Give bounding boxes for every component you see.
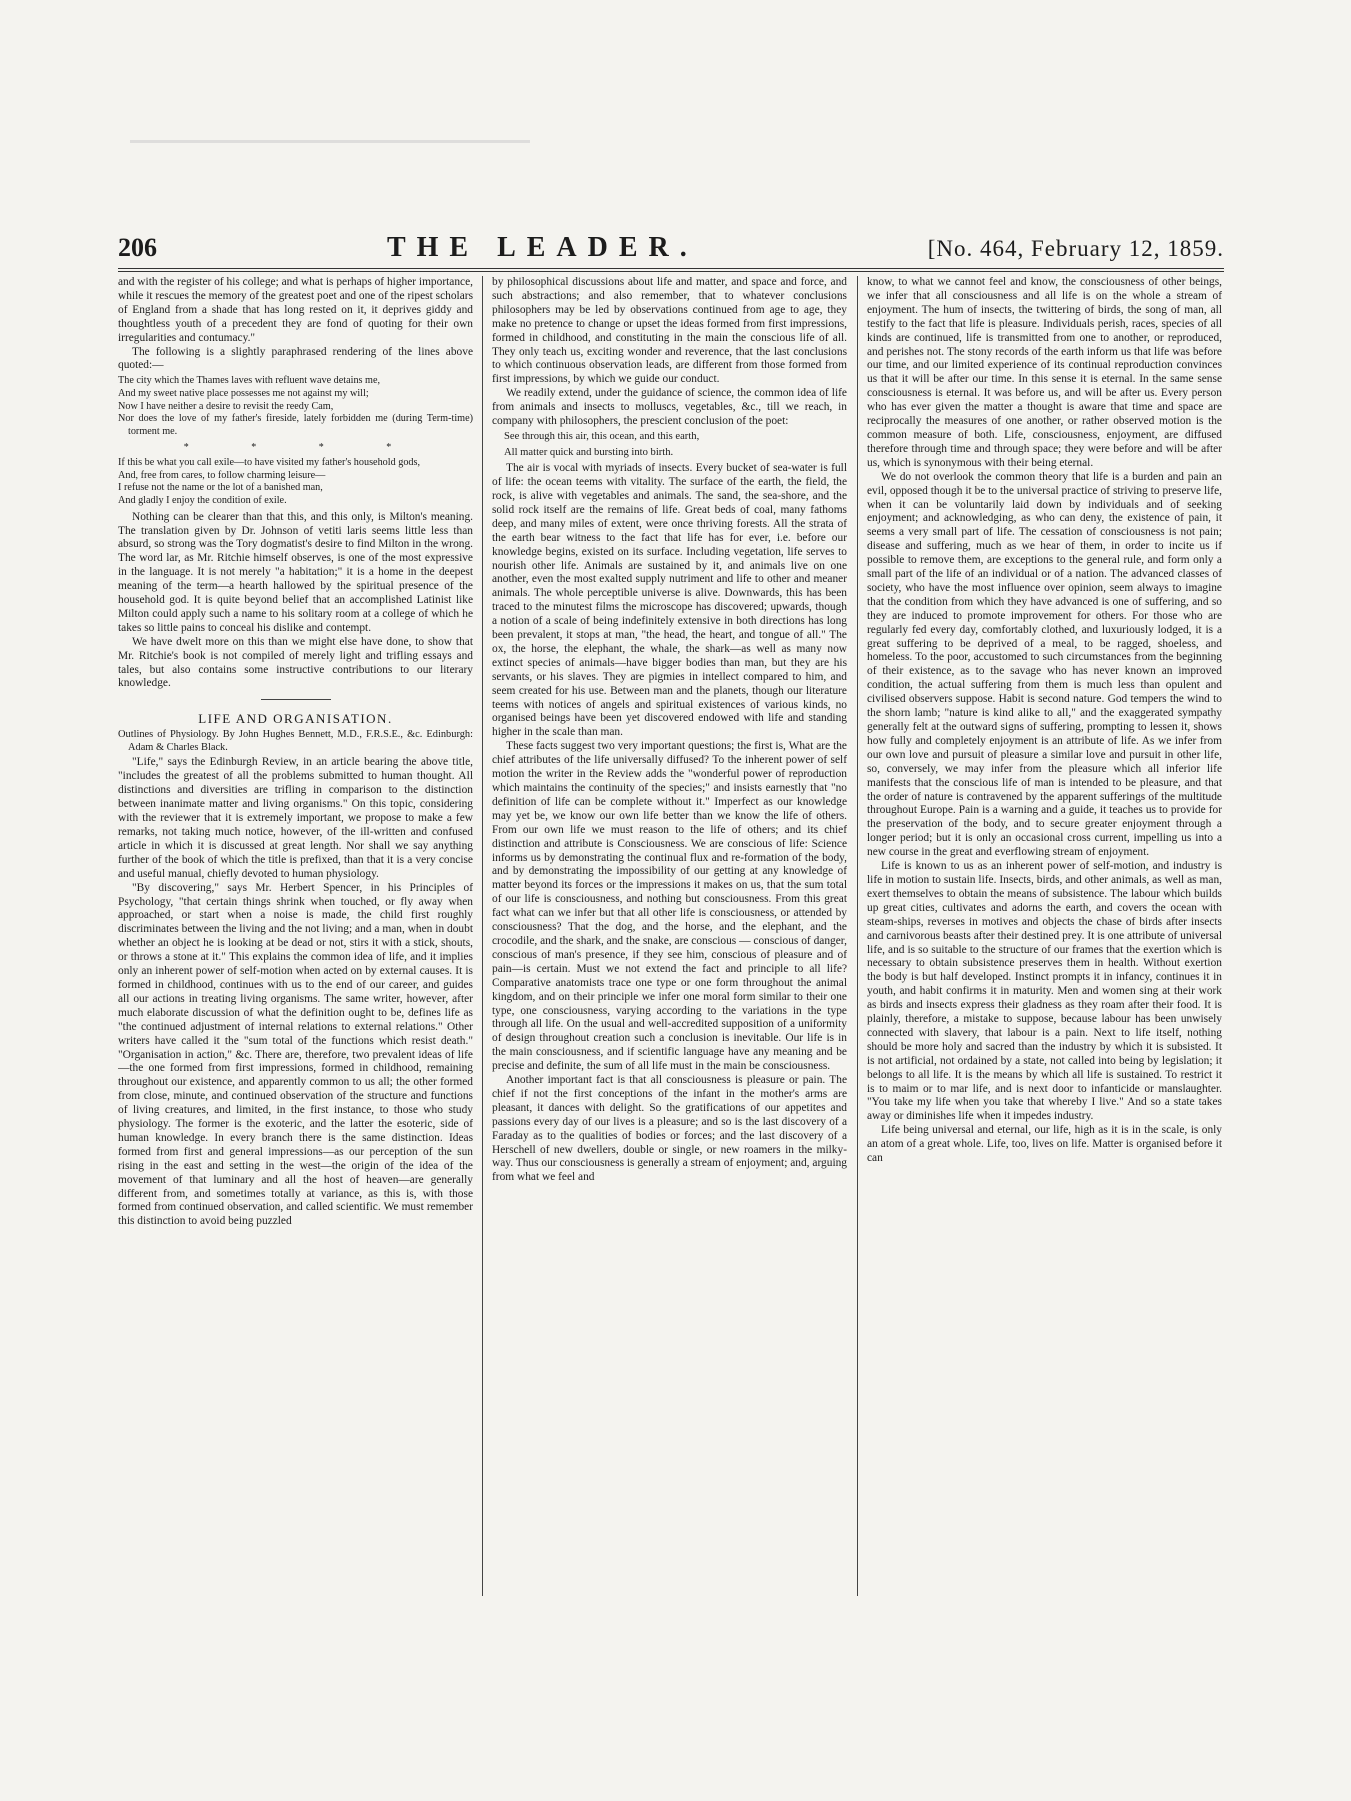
verse-line: Now I have neither a desire to revisit the reedy Cam, xyxy=(118,400,334,412)
page-number: 206 xyxy=(118,233,157,262)
verse-line: Nor does the love of my father's fireside, lately forbidden me (during Term-time) torment me. xyxy=(118,413,473,437)
column-divider xyxy=(482,276,483,1596)
paragraph: Life being universal and eternal, our life, high as it is in the scale, is only an atom of a great whole. Life, too, lives on life. Matter is organised before it can xyxy=(867,1124,1222,1165)
masthead-rule xyxy=(130,140,530,143)
verse-block xyxy=(118,457,473,507)
header-rule-double xyxy=(118,271,1224,272)
paragraph: "By discovering," says Mr. Herbert Spencer, in his Principles of Psychology, "that certain things shrink when touched, or fly away when approached, or start when a noise is made, the child first roughly discriminates between the living and the not living; and a man, when in doubt whether an object he is looking at be dead or not, stirs it with a stick, shouts, or throws a stone at it." This explains the common idea of life, and it implies only an inherent power of self-motion when acted on by external causes. It is formed in childhood, continues with us to the end of our career, and guides all our actions in treating living organisms. The same writer, however, after much elaborate discussion of what the definition ought to be, defines life as "the continued adjustment of internal relations to external relations." Other writers have called it the "sum total of the functions which resist death." "Organisation in action," &c. There are, therefore, two prevalent ideas of life—the one formed from first impressions, formed in childhood, remaining throughout our existence, and apparently common to us all; the other formed from close, minute, and continued observation of the structure and functions of living creatures, and limited, in the first instance, to those who study physiology. The former is the exoteric, and the latter the esoteric, side of human knowledge. In every branch there is the same distinction. Ideas formed from first and general impressions—as our perception of the sun rising in the east and setting in the west—the origin of the idea of the movement of that luminary and all the host of heaven—are generally different from, and sometimes totally at variance, as this is, with those formed from continued observation, and called scientific. We must remember this distinction to avoid being puzzled xyxy=(118,881,473,1228)
verse-line: All matter quick and bursting into birth. xyxy=(504,446,674,458)
verse-line: The city which the Thames laves with refluent wave detains me, xyxy=(118,375,381,387)
book-citation: Outlines of Physiology. By John Hughes Bennett, M.D., F.R.S.E., &c. Edinburgh: Adam & Charles Black. xyxy=(118,729,473,753)
paragraph: Another important fact is that all consciousness is pleasure or pain. The chief if not the first conceptions of the infant in the mother's arms are pleasant, it dances with delight. So the gratifications of our appetites and passions every day of our lives is a pleasure; and so is the last discovery of a Faraday as to the qualities of bodies or forces; and the last discovery of a Herschell of new dwellers, double or single, or new roamers in the milky-way. Thus our consciousness is generally a stream of enjoyment; and, arguing from what we feel and xyxy=(492,1074,847,1184)
verse-block xyxy=(118,375,473,438)
paragraph: We have dwelt more on this than we might else have done, to show that Mr. Ritchie's book is not compiled of merely light and trifling essays and tales, but also contains some instructive contributions to our literary knowledge. xyxy=(118,635,473,690)
paragraph: and with the register of his college; and what is perhaps of higher importance, while it rescues the memory of the greatest poet and one of the ripest scholars of England from a shade that has long rested on it, it deprives giddy and thoughtless youth of a precedent they are fond of quoting for their own irregularities and contumacy." xyxy=(118,276,473,344)
paragraph: know, to what we cannot feel and know, the consciousness of other beings, we infer that all consciousness and all life is on the whole a stream of enjoyment. The hum of insects, the twittering of birds, the song of man, all testify to the fact that life is pleasure. Individuals perish, races, species of all kinds are continued, life is transmitted from one to another, or reproduced, and perishes not. The stony records of the earth inform us that life was before our time, and our limited experience of its continual reproduction convinces us that it will be after our time. In this sense it is eternal. In the same sense consciousness is eternal. It was before us, and will be after us. Every person who has ever given the matter a thought is aware that time and space are reciprocally the measures of one another, or rather observed motion is the common measure of both. Life, consciousness, enjoyment, are diffused therefore through time and through space; they were before and will be after us, which is synonymous with their being eternal. xyxy=(867,276,1222,469)
paragraph: The air is vocal with myriads of insects. Every bucket of sea-water is full of life: the ocean teems with vitality. The surface of the earth, the field, the rock, is alive with vegetables and animals. The sand, the sea-shore, and the solid rock itself are the remains of life. Great beds of coal, many fathoms deep, and many miles of extent, were once thriving forests. All the strata of the earth bear witness to the fact that life has for ever, i.e. before our knowledge begins, existed on its surface. Including vegetation, life serves to nourish other life. Animals are sustained by it, and animals live on one another, even the most exalted supply nutriment and life to other and meaner animals. The whole perceptible universe is alive. Downwards, this has been traced to the minutest films the microscope has discovered; upwards, though a notion of a scale of being indefinitely extensive in both directions has long been prevalent, it stops at man, "the head, the heart, and tongue of all." The ox, the horse, the elephant, the whale, the shark—as well as many now extinct species of animals—have bigger bodies than man, but they are his servants, or his slaves. They are pigmies in intellect compared to him, and seem created for his use. Between man and the planets, though our literature teems with notices of angels and spiritual existences of various kinds, no organised beings have been yet discovered endowed with life and standing higher in the scale than man. xyxy=(492,462,847,739)
paragraph: Life is known to us as an inherent power of self-motion, and industry is life in motion to sustain life. Insects, birds, and other animals, as well as man, exert themselves to obtain the means of subsistence. The labour which builds up great cities, cultivates and adorns the earth, and covers the ocean with steam-ships, reverses in motives and objects the chase of birds after insects and carnivorous beasts after their destined prey. It is one attribute of universal life, and is so suitable to the structure of our frames that the exertion which is necessary to obtain subsistence preserves them in health. Without exertion the body is but half developed. Instinct prompts it in infancy, continues it in youth, and habit confirms it in maturity. Men and women sing at their work as birds and insects express their gladness as they roam after their food. It is plainly, therefore, a mistake to suppose, because labour has been unwisely connected with slavery, that labour is a pain. Next to life itself, nothing should be more holy and sacred than the industry by which it is subsisted. It is not artificial, not ordained by a state, not called into being by legislation; it belongs to all life. It is the means by which all life is sustained. To restrict it is to maim or to mar life, and is next door to infanticide or manslaughter. "You take my life when you take that whereby I live." And so a state takes away or diminishes life when it impedes industry. xyxy=(867,860,1222,1123)
paragraph: We do not overlook the common theory that life is a burden and pain an evil, opposed though it be to the universal practice of striving to preserve life, when it can be voluntarily laid down by individuals and of seeking enjoyment; and acknowledging, as who can deny, the existence of pain, it seems a very small part of life. The cessation of consciousness is not pain; disease and suffering, much as we hear of them, in order to incite us if possible to remove them, are exceptions to the general rule, and form only a small part of the life of an individual or of a nation. The advanced classes of society, who have the most influence over opinion, seem always to imagine that the condition from which they have advanced is one of suffering, and so they are induced to promote improvement for others. For those who are regularly fed every day, comfortably clothed, and luxuriously lodged, it is a great suffering to be deprived of a meal, to be ragged, shoeless, and homeless. To the poor, accustomed to such circumstances from the beginning of their existence, as to the savage who has never known an improved condition, the actual suffering from them is much less than opulent and civilised observers suppose. Habit is second nature. God tempers the wind to the shorn lamb; "nature is kind alike to all," and the exaggerated sympathy generally felt at the outward signs of suffering, prompting to lessen it, shows how fully and completely enjoyment is an attribute of life. As we infer from our own love and pursuit of pleasure a similar love and pursuit in other life, so, conversely, we may infer from the pleasure which all inferior life manifests that the conscious life of man is intended to be pleasure, and that the order of nature is contravened by the apparent sufferings of the multitude throughout Europe. Pain is a warning and a guide, it teaches us to provide for the preservation of the body, and to secure greater enjoyment through a longer period; but it is only an occasional cross current, impelling us into a new course in the great and everflowing stream of enjoyment. xyxy=(867,470,1222,859)
verse-line: And gladly I enjoy the condition of exile. xyxy=(118,495,287,506)
verse-line: And, free from cares, to follow charming leisure— xyxy=(118,469,326,481)
header-rule xyxy=(118,268,1224,269)
verse-line: See through this air, this ocean, and this earth, xyxy=(504,430,700,442)
section-stars: * * * * xyxy=(183,442,422,454)
paragraph: The following is a slightly paraphrased rendering of the lines above quoted:— xyxy=(118,345,473,372)
column-3 xyxy=(867,276,1222,1596)
verse-line: If this be what you call exile—to have visited my father's household gods, xyxy=(118,457,421,469)
article-heading: LIFE AND ORGANISATION. xyxy=(198,711,393,727)
verse-line: I refuse not the name or the lot of a banished man, xyxy=(118,482,323,494)
paragraph: by philosophical discussions about life and matter, and space and force, and such abstractions; and also remember, that to whatever conclusions philosophers may be led by observations continued from age to age, they make no pretence to change or upset the ideas formed from first impressions, formed in childhood, and constituting in the main the conscious life of all. They only teach us, exciting wonder and reverence, that the last conclusions to which continuous observation leads, are different from those formed from first impressions, by which we guide our conduct. xyxy=(492,276,847,386)
issue-line: [No. 464, February 12, 1859. xyxy=(927,236,1224,261)
column-divider xyxy=(857,276,858,1596)
paragraph: We readily extend, under the guidance of science, the common idea of life from animals and insects to molluscs, vegetables, &c., till we reach, in company with philosophers, the prescient conclusion of the poet: xyxy=(492,387,847,428)
column-2 xyxy=(492,276,847,1596)
paragraph: These facts suggest two very important questions; the first is, What are the chief attributes of the life universally diffused? To the inherent power of self motion the writer in the Review adds the "wonderful power of reproduction which maintains the continuity of the species;" and insists earnestly that "no definition of life can be complete without it." Imperfect as our knowledge may yet be, we know our own life better than we know the life of others. From our own life we must reason to the life of others; and its chief distinction and attribute is Consciousness. We are conscious of life: Science informs us by demonstrating the continual flux and re-formation of the body, and by demonstrating the impossibility of our getting at any knowledge of matter beyond its forces or the impressions it makes on us, that the sum total of our life is consciousness, and nothing but consciousness. From this great fact what can we infer but that all other life is consciousness, or attended by consciousness? That the dog, and the horse, and the elephant, and the crocodile, and the shark, and the snake, are conscious — conscious of danger, conscious of man's presence, if they see him, conscious of pleasure and of pain—is certain. Must we not extend the fact and principle to all life? Comparative anatomists trace one type or one form throughout the animal kingdom, and on their principle we infer one moral form similar to their one type, one consciousness, varying according to the variations in the type through all life. On the usual and well-accredited supposition of a uniformity of design throughout creation such a conclusion is inevitable. Our life is in the main consciousness, and if scientific language have any meaning and be precise and definite, the sum of all life must in the main be consciousness. xyxy=(492,740,847,1073)
column-1 xyxy=(118,276,473,1596)
page-header xyxy=(118,232,1224,262)
paragraph: "Life," says the Edinburgh Review, in an article bearing the above title, "includes the greatest of all the problems submitted to human thought. All distinctions and diversities are trifling in comparison to the distinction between inanimate matter and living organisms." On this topic, considering with the reviewer that it is extremely important, we propose to make a few remarks, not taking much notice, however, of the ill-written and confused article in which it is discussed at great length. Nor shall we say anything further of the book of which the title is prefixed, than that it is a very concise and useful manual, chiefly devoted to human physiology. xyxy=(118,756,473,880)
verse-line: And my sweet native place possesses me not against my will; xyxy=(118,387,369,399)
paragraph: Nothing can be clearer than that this, and this only, is Milton's meaning. The translation given by Dr. Johnson of vetiti laris seems little less than absurd, so strong was the Tory dogmatist's desire to find Milton in the wrong. The word lar, as Mr. Ritchie himself observes, is one of the most expressive in the language. It is not merely "a habitation;" it is a home in the deepest meaning of the term—a hearth hallowed by the spiritual presence of the household god. It is quite beyond belief that an accomplished Latinist like Milton could apply such a name to his solitary room at a college of which he takes so little pains to conceal his dislike and contempt. xyxy=(118,510,473,634)
newspaper-title: THE LEADER. xyxy=(386,232,698,263)
article-separator xyxy=(261,699,331,700)
